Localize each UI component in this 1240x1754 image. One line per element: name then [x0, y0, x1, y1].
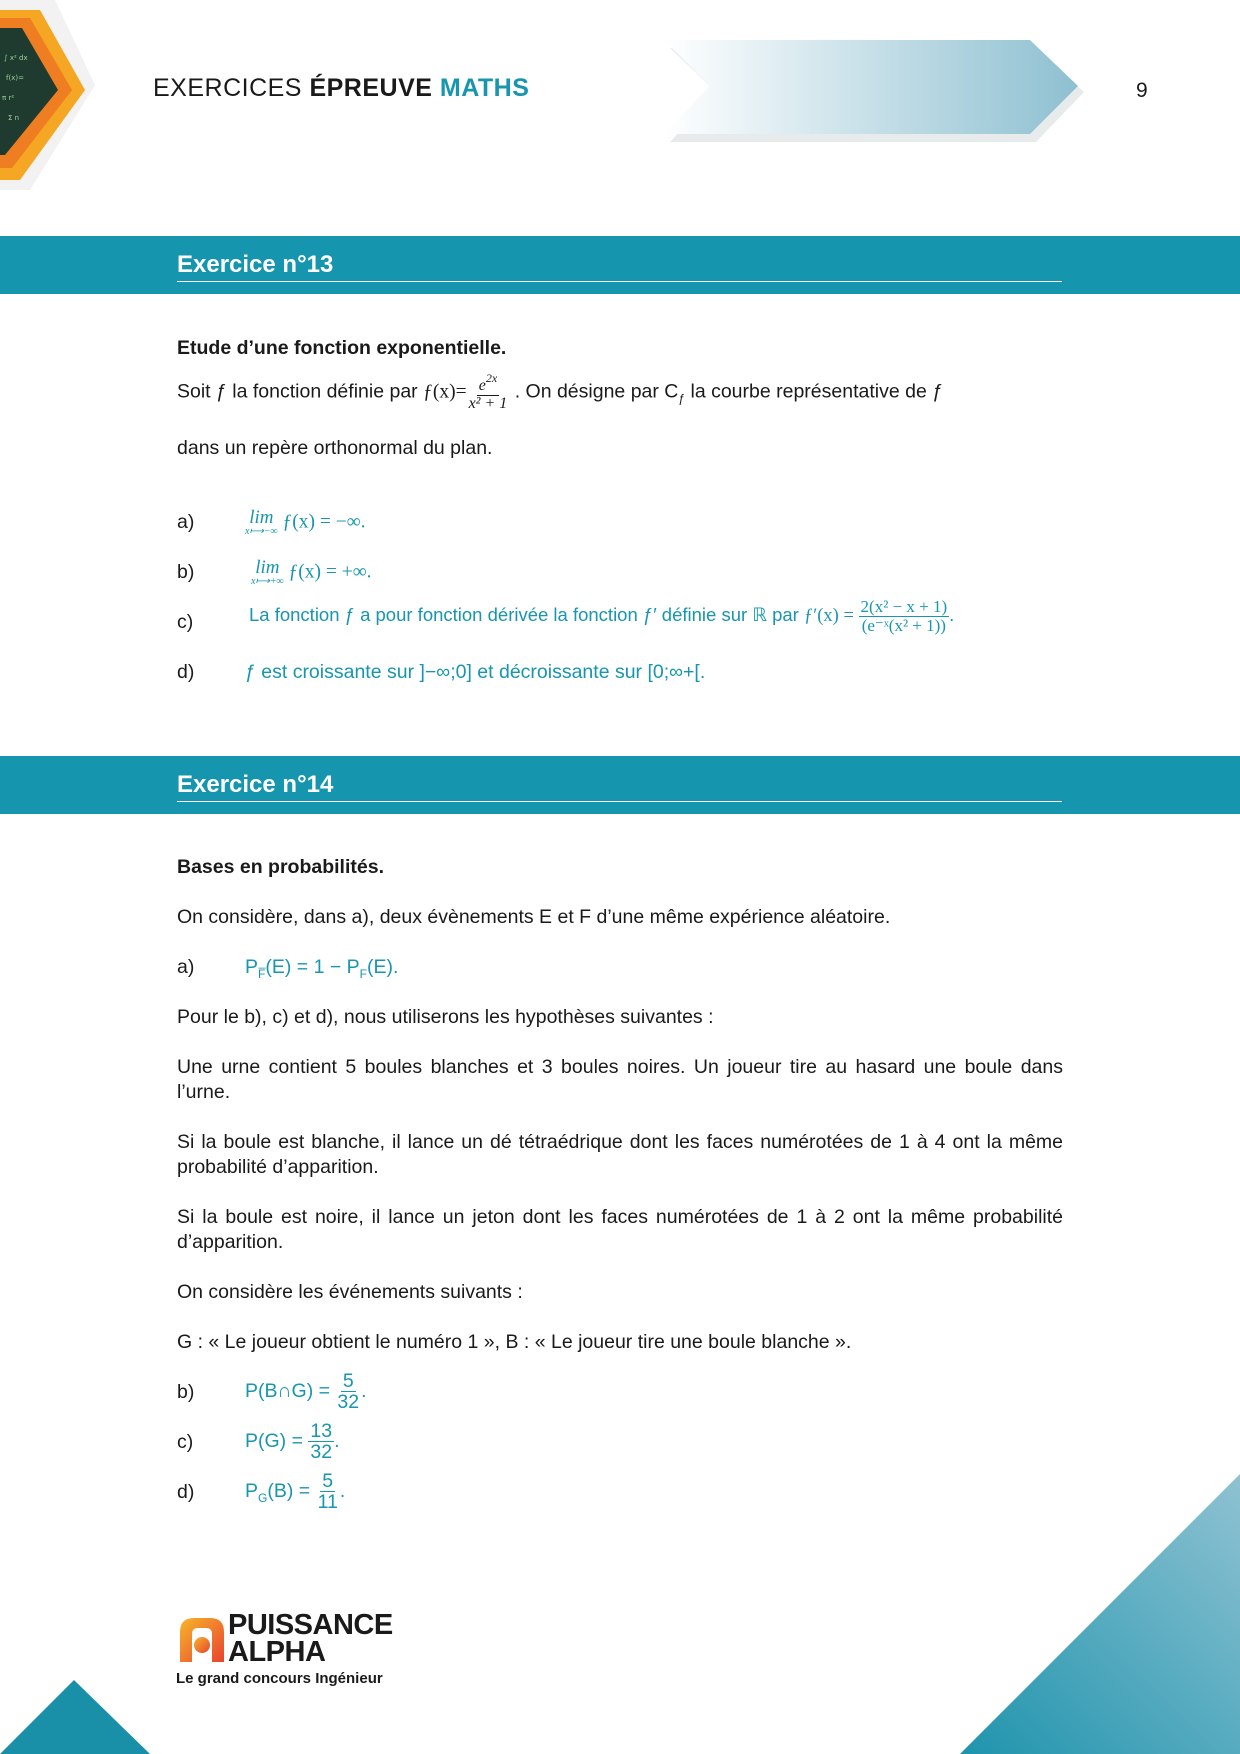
ex14-item-d-label: d) [177, 1481, 195, 1503]
corner-decoration-top-left [0, 0, 110, 190]
ex14-item-c-fraction [308, 1421, 334, 1463]
intro-fraction [467, 372, 510, 413]
ex14-item-c-label: c) [177, 1431, 194, 1453]
ex14-item-b [245, 1371, 367, 1413]
ex14-item-a-p2-sub: F [359, 967, 367, 981]
ex14-item-b-pre: P(B∩G) = [245, 1380, 336, 1403]
ex13-item-c-label: c) [177, 611, 194, 633]
ex13-item-c-text: La fonction ƒ a pour fonction dérivée la fonction ƒ′ définie sur ℝ par [249, 604, 804, 626]
ex14-paragraph-blanche: Si la boule est blanche, il lance un dé tétraédrique dont les faces numérotées de 1 à 4 ont la même probabilité d’apparition. [177, 1131, 1063, 1178]
logo-line1: PUISSANCE [228, 1609, 393, 1641]
exercice-14-heading: Exercice n°14 [177, 771, 1062, 802]
ex14-item-d-pre-sub: G [258, 1491, 268, 1506]
ex13-item-c-num: 2(x² − x + 1) [860, 597, 948, 616]
logo-mark-icon [176, 1614, 228, 1666]
intro-fraction-den: x² + 1 [468, 394, 508, 412]
ex14-item-d-pre: P [245, 1480, 259, 1503]
ex13-item-c [249, 598, 954, 635]
ex13-item-c-end: . [949, 604, 955, 626]
ex14-item-a-end: (E). [367, 956, 399, 978]
intro-text-a: Soit ƒ la fonction définie par [177, 380, 424, 403]
ex14-item-d-end: . [339, 1480, 346, 1503]
ex14-item-b-fraction [335, 1371, 361, 1413]
ex14-item-c-den: 32 [310, 1441, 333, 1464]
logo-line2: ALPHA [228, 1636, 326, 1668]
ex13-item-c-den: (e⁻ˣ(x² + 1)) [861, 615, 946, 635]
ex14-item-b-den: 32 [337, 1391, 360, 1414]
ex13-item-a-label: a) [177, 511, 195, 533]
exercice-13-intro [177, 372, 1063, 413]
intro-fraction-num-sup: 2x [485, 371, 498, 385]
ex14-item-d-num: 5 [322, 1470, 334, 1492]
lim-word: lim [249, 507, 274, 528]
svg-text:Σ n: Σ n [8, 114, 20, 122]
corner-decoration-bottom-right [960, 1474, 1240, 1754]
page-number: 9 [1136, 79, 1148, 102]
corner-decoration-bottom-left [0, 1678, 150, 1754]
ex13-item-b-lim [251, 558, 284, 587]
ex13-item-c-fraction [859, 598, 950, 635]
puissance-alpha-logo [176, 1609, 416, 1694]
exercice-14-intro: On considère, dans a), deux évènements E et F d’une même expérience aléatoire. [177, 906, 891, 928]
ex14-item-b-end: . [361, 1380, 367, 1403]
svg-text:∫ x² dx: ∫ x² dx [4, 54, 28, 62]
ex13-item-a [245, 508, 366, 537]
ex13-item-c-fprime: ƒ′(x) = [803, 606, 859, 627]
ex14-item-a-p1-sub: F̅ [258, 967, 266, 981]
logo-tagline: Le grand concours Ingénieur [176, 1670, 383, 1687]
ex14-item-a [245, 955, 398, 987]
exercice-13-subtitle: Etude d’une fonction exponentielle. [177, 337, 507, 359]
ex14-item-d-den: 11 [317, 1491, 338, 1514]
ex14-item-c-pre: P(G) = [245, 1430, 309, 1453]
ex14-item-a-p1: P [245, 956, 259, 978]
header-arrow-decoration [660, 38, 1090, 144]
ex14-item-d-pre2: (B) = [267, 1480, 316, 1503]
exercice-13-intro-line2: dans un repère orthonormal du plan. [177, 437, 493, 459]
ex14-paragraph-urne: Une urne contient 5 boules blanches et 3 boules noires. Un joueur tire au hasard une boule dans l’urne. [177, 1056, 1063, 1103]
intro-text-b: . On désigne par C [509, 380, 679, 403]
intro-fraction-num: e [478, 377, 486, 394]
lim-sub: x⟼−∞ [245, 526, 278, 537]
logo-wordmark [228, 1609, 393, 1668]
header-title-epreuve: ÉPREUVE [309, 74, 440, 102]
ex13-item-a-lim [245, 508, 278, 537]
ex13-item-b-label: b) [177, 561, 195, 583]
intro-text-b-sub: ƒ [678, 391, 686, 406]
header-title-exercices: EXERCICES [153, 74, 310, 102]
header-title-maths: MATHS [439, 74, 530, 102]
svg-text:f(x)=: f(x)= [6, 74, 24, 82]
ex13-item-d: ƒ est croissante sur ]−∞;0] et décroissante sur [0;∞+[. [245, 661, 706, 683]
intro-text-c: la courbe représentative de ƒ [685, 380, 944, 403]
ex14-events-intro: On considère les événements suivants : [177, 1281, 523, 1303]
ex14-paragraph-noire: Si la boule est noire, il lance un jeton dont les faces numérotées de 1 à 2 ont la même probabilité d’apparition. [177, 1206, 1063, 1253]
header-title [153, 74, 529, 103]
ex14-events: G : « Le joueur obtient le numéro 1 », B : « Le joueur tire une boule blanche ». [177, 1331, 852, 1353]
ex14-item-d-fraction [316, 1471, 340, 1513]
svg-text:π r²: π r² [2, 94, 15, 102]
ex14-item-c-num: 13 [310, 1420, 333, 1442]
exercice-14-subtitle: Bases en probabilités. [177, 856, 384, 878]
ex13-item-b-rest: ƒ(x) = +∞. [283, 561, 372, 583]
lim-sub: x⟼+∞ [251, 576, 284, 587]
ex14-item-d [245, 1471, 345, 1513]
ex14-hypotheses: Pour le b), c) et d), nous utiliserons les hypothèses suivantes : [177, 1006, 714, 1028]
ex14-item-c [245, 1421, 340, 1463]
exercice-13-heading: Exercice n°13 [177, 251, 1062, 282]
ex14-item-a-label: a) [177, 956, 195, 978]
ex13-item-b [251, 558, 372, 587]
ex13-item-a-rest: ƒ(x) = −∞. [277, 511, 366, 533]
ex14-item-b-num: 5 [342, 1370, 354, 1392]
lim-word: lim [255, 557, 280, 578]
ex14-item-a-mid: (E) = 1 − P [265, 956, 360, 978]
ex13-item-d-label: d) [177, 661, 195, 683]
ex14-item-c-end: . [334, 1430, 340, 1453]
ex14-item-b-label: b) [177, 1381, 195, 1403]
intro-fx: ƒ(x)= [423, 381, 467, 403]
